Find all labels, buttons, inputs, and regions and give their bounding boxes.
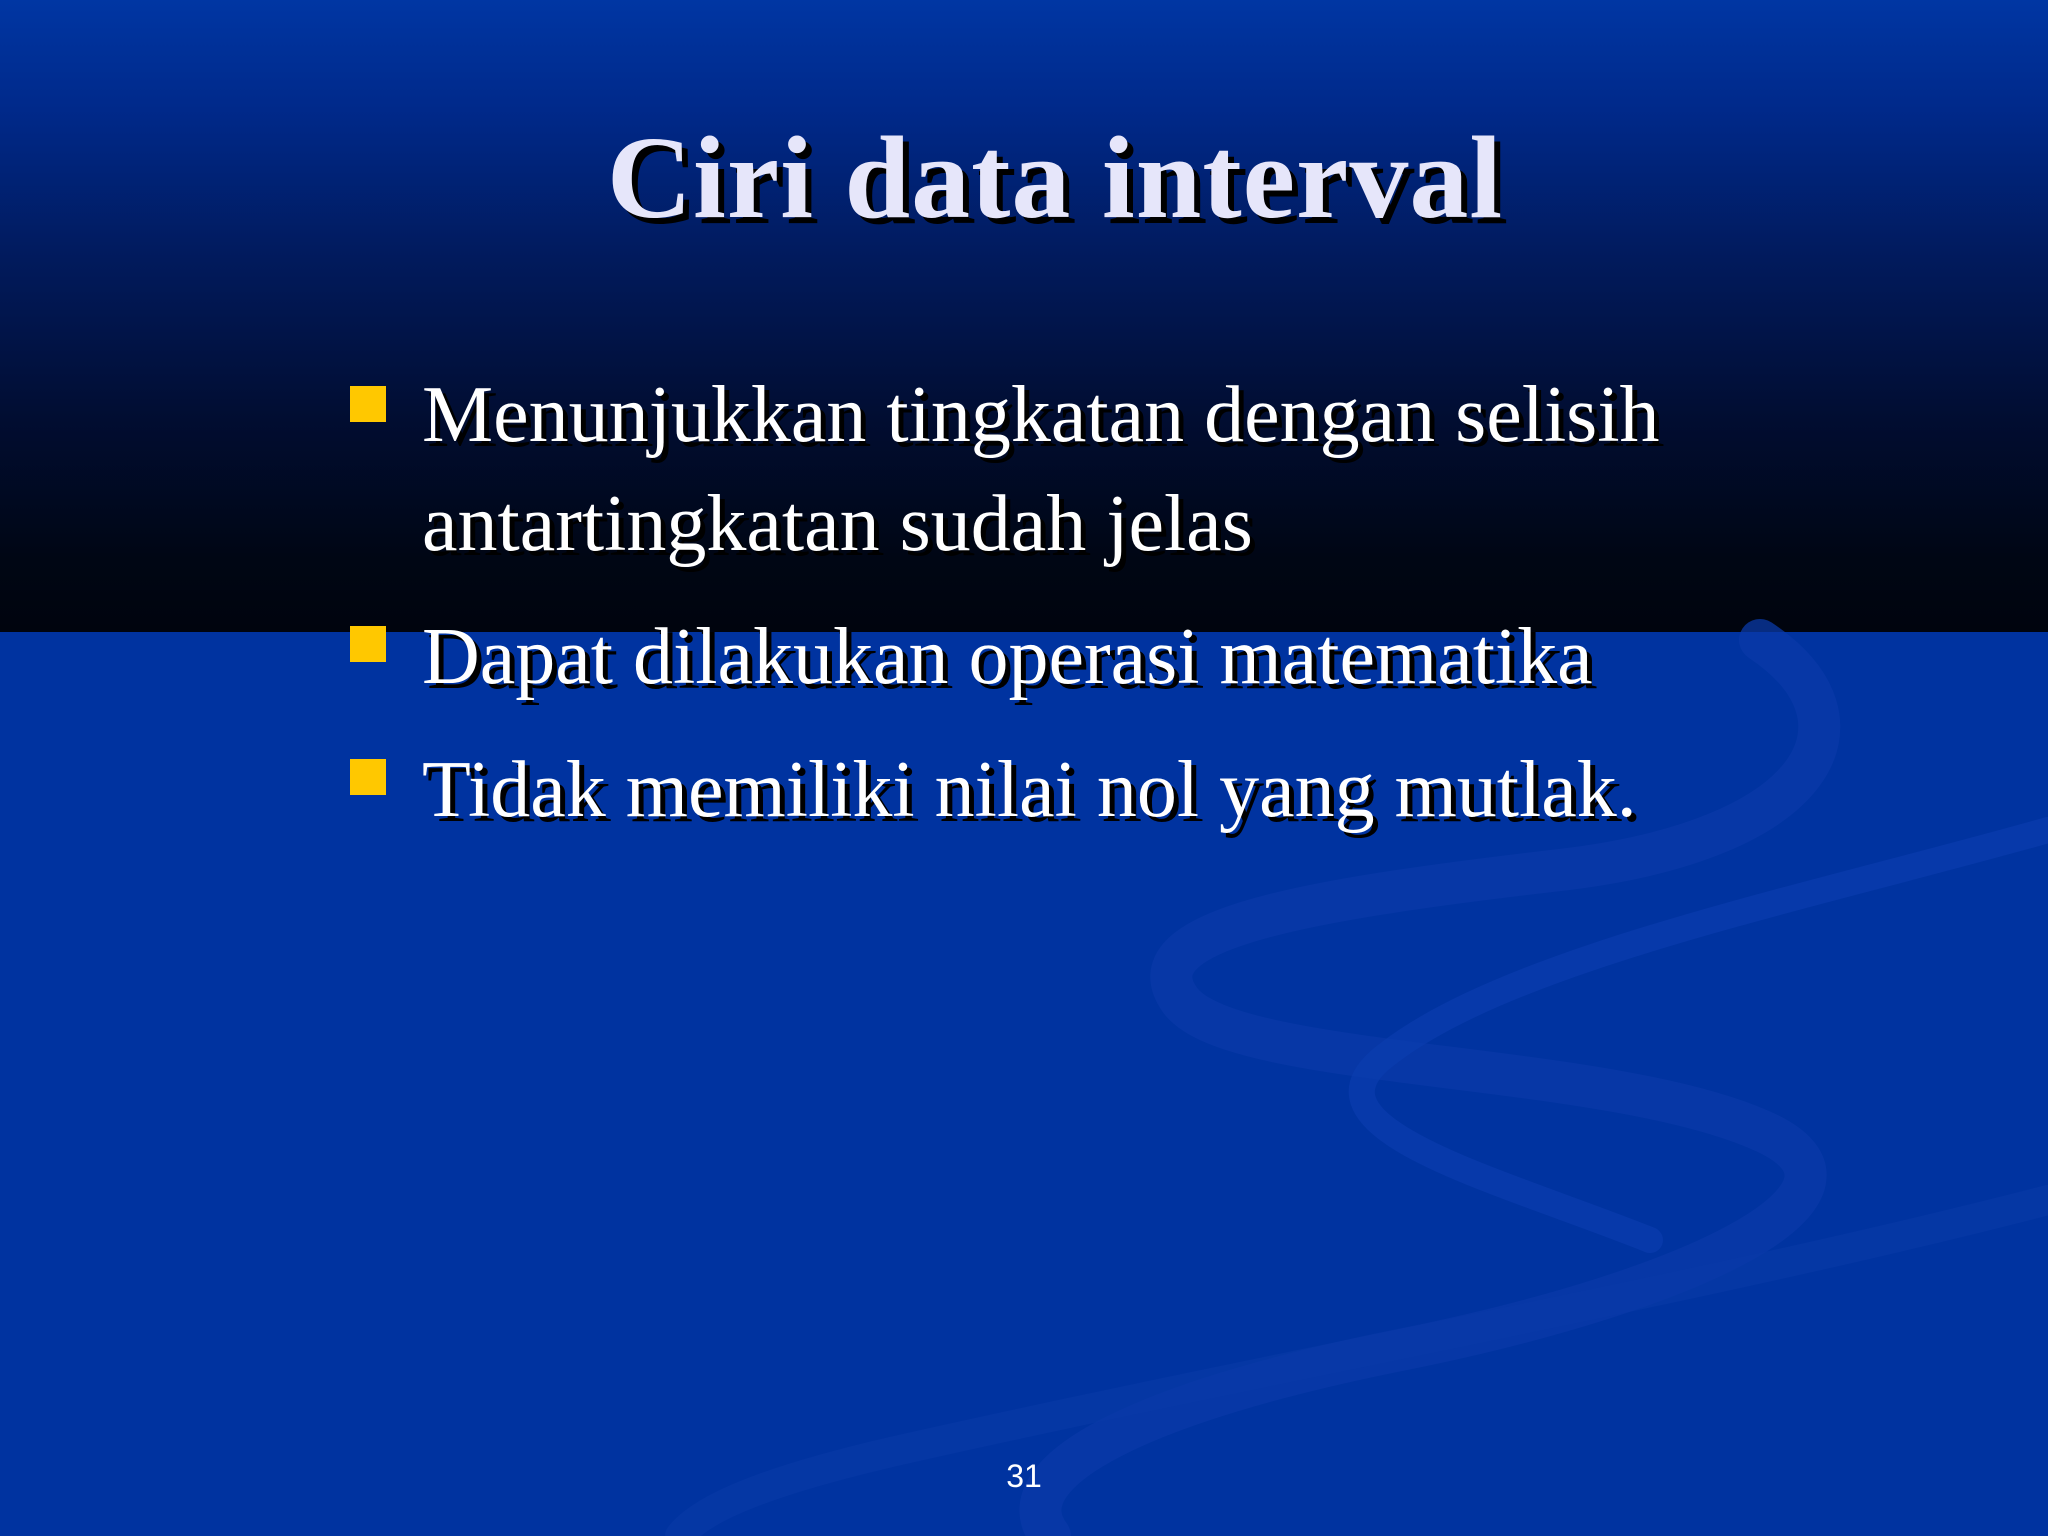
bullet-text-line: antartingkatan sudah jelas (422, 480, 1253, 568)
bullet-marker-icon (350, 386, 386, 422)
bullet-marker-icon (350, 626, 386, 662)
bullet-text-line: Dapat dilakukan operasi matematika (422, 613, 1593, 701)
bullet-text-line: Tidak memiliki nilai nol yang mutlak. (422, 746, 1637, 834)
page-number: 31 (1006, 1458, 1042, 1494)
bullet-text-line: Menunjukkan tingkatan dengan selisih (422, 371, 1660, 459)
bullet-marker-icon (350, 759, 386, 795)
slide-title: Ciri data interval (606, 112, 1504, 243)
